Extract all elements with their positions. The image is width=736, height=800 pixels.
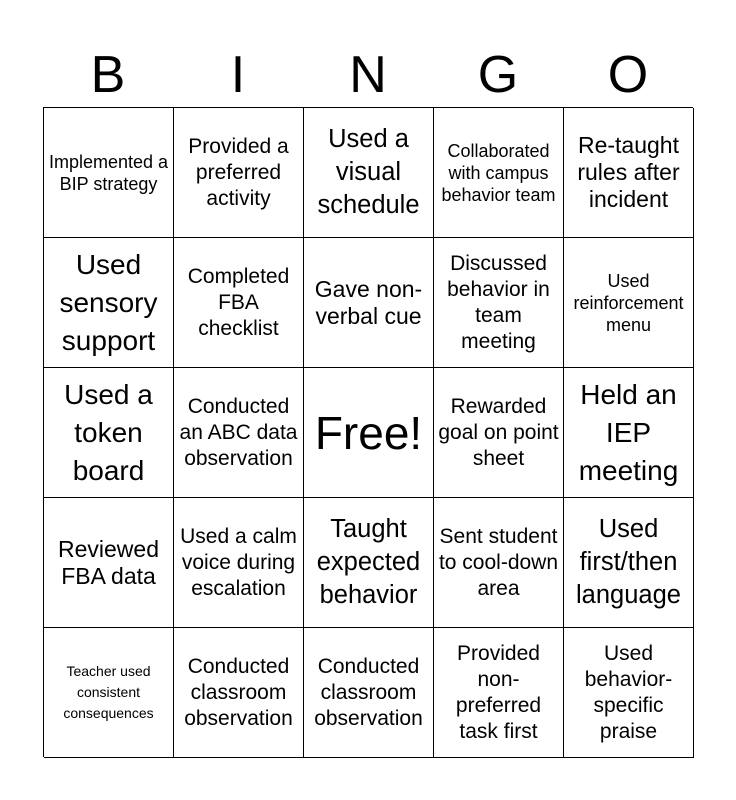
header-letter-b: B bbox=[90, 46, 126, 104]
bingo-cell-15[interactable] bbox=[564, 368, 694, 498]
bingo-cell-3[interactable] bbox=[304, 108, 434, 238]
bingo-cell-text: Held an IEP meeting bbox=[578, 378, 679, 486]
bingo-cell-text: Used first/then language bbox=[576, 515, 681, 609]
bingo-cell-19[interactable] bbox=[434, 498, 564, 628]
bingo-cell-14[interactable] bbox=[434, 368, 564, 498]
bingo-cell-text: Teacher used consistent consequences bbox=[63, 663, 154, 721]
bingo-cell-text: Used a token board bbox=[64, 378, 153, 486]
bingo-cell-free[interactable] bbox=[304, 368, 434, 498]
bingo-cell-text: Used a calm voice during escalation bbox=[180, 524, 297, 600]
bingo-cell-5[interactable] bbox=[564, 108, 694, 238]
bingo-cell-6[interactable] bbox=[44, 238, 174, 368]
bingo-cell-22[interactable] bbox=[174, 628, 304, 758]
bingo-cell-text: Completed FBA checklist bbox=[187, 264, 290, 340]
bingo-cell-text: Re-taught rules after incident bbox=[577, 132, 680, 212]
bingo-cell-text: Conducted classroom observation bbox=[314, 654, 423, 730]
bingo-cell-text: Gave non-verbal cue bbox=[314, 275, 423, 329]
header-letter-n: N bbox=[349, 46, 387, 104]
bingo-cell-2[interactable] bbox=[174, 108, 304, 238]
bingo-cell-text: Sent student to cool-down area bbox=[438, 524, 559, 600]
bingo-cell-18[interactable] bbox=[304, 498, 434, 628]
bingo-cell-25[interactable] bbox=[564, 628, 694, 758]
bingo-cell-20[interactable] bbox=[564, 498, 694, 628]
bingo-cell-text: Reviewed FBA data bbox=[58, 535, 159, 589]
bingo-header bbox=[43, 44, 693, 106]
bingo-cell-text: Used a visual schedule bbox=[317, 125, 420, 219]
header-letter-i: I bbox=[230, 46, 246, 104]
bingo-cell-23[interactable] bbox=[304, 628, 434, 758]
header-letter-o: O bbox=[607, 46, 649, 104]
bingo-cell-text: Provided non-preferred task first bbox=[455, 641, 542, 743]
bingo-cell-text: Used reinforcement menu bbox=[573, 270, 684, 335]
bingo-board bbox=[43, 107, 693, 757]
bingo-cell-text: Implemented a BIP strategy bbox=[48, 151, 169, 194]
bingo-cell-17[interactable] bbox=[174, 498, 304, 628]
bingo-cell-11[interactable] bbox=[44, 368, 174, 498]
free-space-text: Free! bbox=[314, 406, 423, 459]
bingo-cell-21[interactable] bbox=[44, 628, 174, 758]
bingo-cell-4[interactable] bbox=[434, 108, 564, 238]
bingo-cell-10[interactable] bbox=[564, 238, 694, 368]
bingo-cell-text: Conducted classroom observation bbox=[184, 654, 293, 730]
bingo-cell-text: Rewarded goal on point sheet bbox=[438, 394, 559, 470]
bingo-cell-8[interactable] bbox=[304, 238, 434, 368]
bingo-cell-1[interactable] bbox=[44, 108, 174, 238]
bingo-cell-12[interactable] bbox=[174, 368, 304, 498]
bingo-cell-text: Collaborated with campus behavior team bbox=[441, 140, 556, 205]
bingo-cell-text: Conducted an ABC data observation bbox=[179, 394, 298, 470]
header-letter-g: G bbox=[477, 46, 519, 104]
bingo-cell-text: Discussed behavior in team meeting bbox=[447, 251, 550, 353]
bingo-cell-text: Used sensory support bbox=[59, 248, 158, 356]
bingo-cell-text: Taught expected behavior bbox=[316, 515, 421, 609]
bingo-cell-text: Provided a preferred activity bbox=[188, 134, 289, 210]
bingo-cell-7[interactable] bbox=[174, 238, 304, 368]
bingo-cell-24[interactable] bbox=[434, 628, 564, 758]
bingo-cell-9[interactable] bbox=[434, 238, 564, 368]
bingo-cell-16[interactable] bbox=[44, 498, 174, 628]
bingo-cell-text: Used behavior-specific praise bbox=[584, 641, 673, 743]
